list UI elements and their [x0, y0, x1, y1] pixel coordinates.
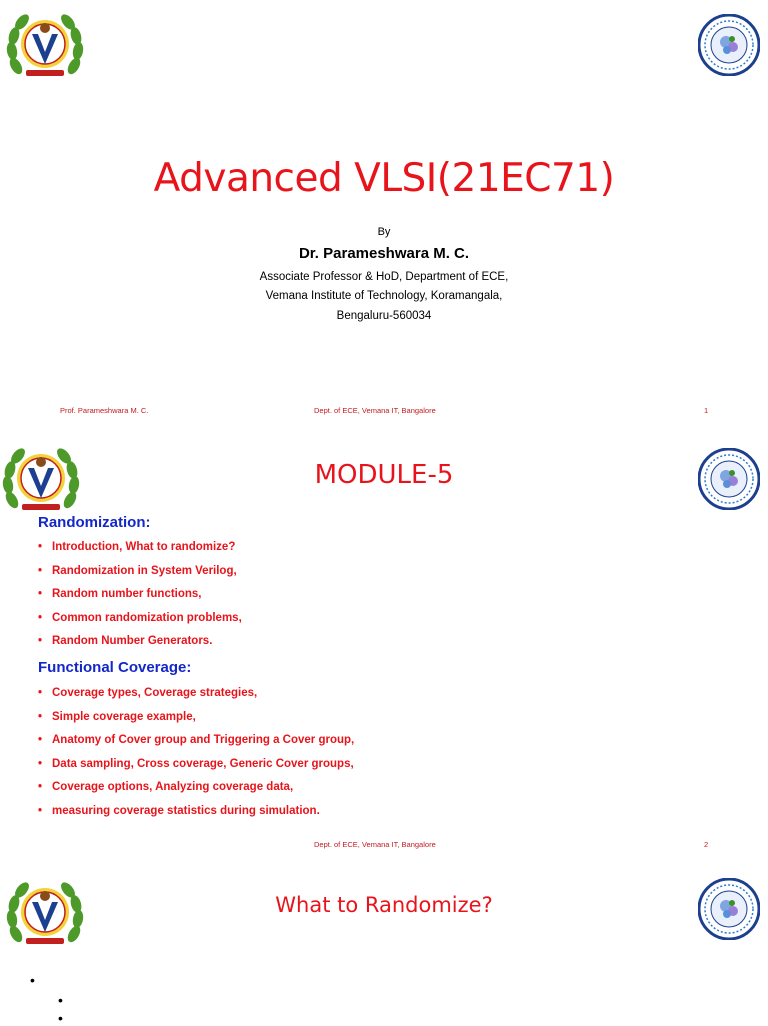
empty-bullet: • [30, 972, 35, 988]
affiliation-line: Bengaluru-560034 [336, 310, 432, 322]
list-item: • Coverage types, Coverage strategies, [38, 687, 258, 699]
vemana-logo-icon [4, 4, 86, 86]
affiliation-line: Vemana Institute of Technology, Koramangala, [265, 290, 503, 302]
empty-bullet: • [58, 1010, 63, 1026]
list-item: • measuring coverage statistics during simulation. [38, 804, 320, 817]
list-item: • Introduction, What to randomize? [38, 541, 236, 553]
list-item: • Data sampling, Cross coverage, Generic Cover groups, [38, 757, 354, 770]
list-item: • Simple coverage example, [38, 710, 196, 723]
slide-3 [0, 860, 768, 1024]
slide-1 [0, 0, 768, 430]
university-seal-icon [698, 14, 760, 76]
list-item: • Randomization in System Verilog, [38, 564, 237, 577]
page-number: 2 [704, 840, 709, 849]
list-item: • Random Number Generators. [38, 635, 213, 647]
footer-dept: Dept. of ECE, Vemana IT, Bangalore [314, 840, 436, 849]
slide-title: Advanced VLSI(21EC71) [153, 156, 615, 201]
empty-bullet: • [58, 992, 63, 1008]
slide-title: What to Randomize? [275, 893, 493, 917]
affiliation-line: Associate Professor & HoD, Department of ECE, [259, 271, 509, 283]
page-number: 1 [704, 406, 709, 415]
module-title: MODULE-5 [314, 460, 454, 490]
randomization-list [38, 541, 242, 659]
footer-author: Prof. Parameshwara M. C. [60, 406, 149, 415]
list-item: • Common randomization problems, [38, 611, 242, 624]
list-item: • Coverage options, Analyzing coverage data, [38, 781, 294, 793]
section-heading-randomization: Randomization: [38, 514, 151, 531]
list-item: • Random number functions, [38, 588, 202, 600]
section-heading-functional-coverage: Functional Coverage: [38, 659, 192, 676]
by-label: By [377, 226, 391, 238]
list-item: • Anatomy of Cover group and Triggering a Cover group, [38, 734, 355, 746]
footer-dept: Dept. of ECE, Vemana IT, Bangalore [314, 406, 436, 415]
author-name: Dr. Parameshwara M. C. [298, 245, 470, 262]
coverage-list [38, 687, 354, 828]
